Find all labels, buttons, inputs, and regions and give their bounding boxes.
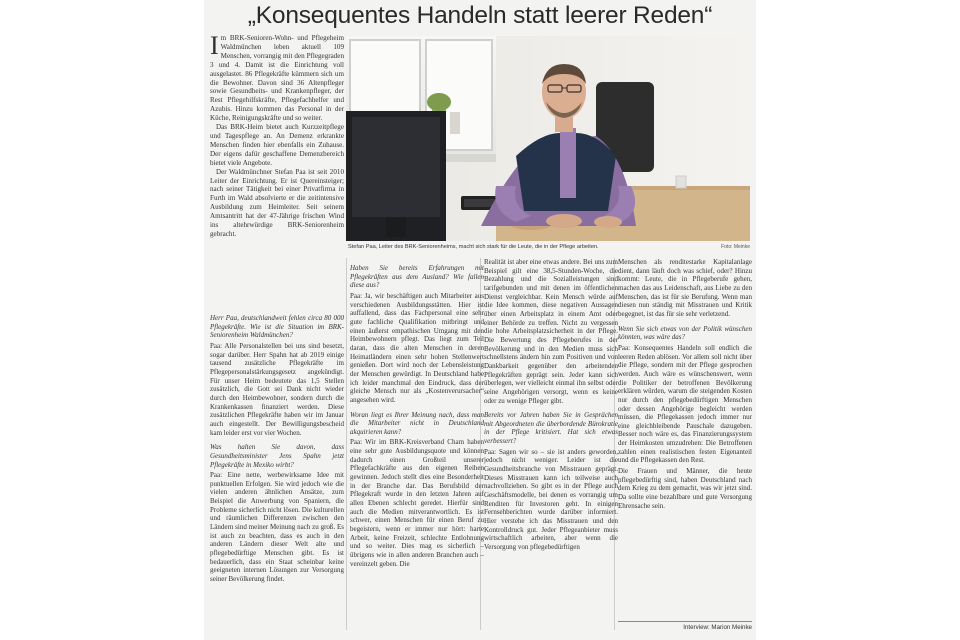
intro-text: m BRK-Senioren-Wohn- und Pflegeheim Waldmünchen leben aktuell 109 Menschen, vorrangig mit den Pflegegraden 3 und 4. Damit ist die Einrichtung voll ausgelastet. 86 Pflegekräfte kümmern sich um die Bewohner. Davon sind 36 Altenpfleger sowie Gesundheits- und Krankenpfleger, der Rest Pflegehilfskräfte, Pflegefachhelfer und Azubis. Hinzu kommen das Personal in der Küche, Reinigungskräfte und so weiter. <box>210 34 344 123</box>
article-photo <box>346 36 750 241</box>
headline: „Konsequentes Handeln statt leerer Reden“ <box>247 2 713 29</box>
interview-answer: Paa: Wir im BRK-Kreisverband Cham haben eine sehr gute Ausbildungsquote und können dadurch einen Großteil unserer Pflegefachkräfte aus den eigenen Reihen gewinnen. Jedoch stellt dies eine Besonderheit in der Branche dar. Das Berufsbild der Pflegekraft wurde in den letzten Jahren auf allen Ebenen schlecht geredet. Hierfür sind auch die Medien mitverantwortlich. Es ist schwer, einen Menschen für einen Beruf zu begeistern, wenn er immer nur hört: harte Arbeit, keine Freizeit, schlechte Entlohnung und so weiter. Dies mag es sicherlich – übrigens wie in allen anderen Branchen auch – vereinzelt geben. Die <box>350 438 484 568</box>
interview-answer: Die Frauen und Männer, die heute pflegebedürftig sind, haben Deutschland nach dem Krieg zu dem gemacht, was wir jetzt sind. Da sollte eine bezahlbare und gute Versorgung Ehrensache sein. <box>618 467 752 510</box>
interview-question: Herr Paa, deutschlandweit fehlen circa 80 000 Pflegekräfte. Wie ist die Situation im BRK-Seniorenheim Waldmünchen? <box>210 314 344 340</box>
article-column-1 <box>210 308 344 640</box>
interview-answer: Paa: Ja, wir beschäftigen auch Mitarbeiter aus verschiedenen Ausbildungsstätten. Hier ist auffallend, dass das Fachpersonal eine sehr gute fachliche Qualifikation mitbringt und einen äußerst empathischen Umgang mit den Heimbewohnern pflegt. Das liegt zum Teil daran, dass die alten Menschen in deren Heimatländern einen sehr hohen Stellenwert genießen. Dort wird noch der Lebensleistung der Menschen gewürdigt. In Deutschland habe ich leider manchmal den Eindruck, dass der gleiche Mensch nur als „Kostenverursacher“ angesehen wird. <box>350 291 484 404</box>
article-column-3 <box>484 258 618 616</box>
interview-question: Bereits vor Jahren haben Sie in Gesprächen mit Abgeordneten die überbordende Bürokratie in der Pflege kritisiert. Hat sich etwas verbessert? <box>484 411 618 446</box>
interview-answer: Paa: Alle Personalstellen bei uns sind besetzt, sogar darüber. Herr Spahn hat ab 2019 einige tausend zusätzliche Pflegekräfte im Pflegepersonalstärkungsgesetz angekündigt. Für unser Heim bedeutete das 1,5 Stellen zusätzlich, die Gott sei Dank nicht wieder durch den Heimbewohner, sondern durch die Krankenkassen finanziert werden. Diese zusätzlichen Pflegekräfte haben wir im Januar auch eingestellt. Der Bewilligungsbescheid kam leider erst vor vier Wochen. <box>210 341 344 437</box>
dropcap: I <box>210 34 219 60</box>
interview-answer: Realität ist aber eine etwas andere. Bei uns zum Beispiel gilt eine 38,5-Stunden-Woche, die Bezahlung und die Sozialleistungen sind tarifgebunden und mit denen im öffentlichen Dienst vergleichbar. Kein Mensch würde auf die Idee kommen, diese negativen Aussagen über einen Arbeitsplatz in einem Amt oder einer Behörde zu treffen. Nicht zu vergessen die hohe Arbeitsplatzsicherheit in der Pflege. Die Bewertung des Pflegeberufes in der Bevölkerung und in den Medien muss sich schnellstens ändern hin zum Positiven und von Dankbarkeit gegenüber den arbeitenden Pflegekräften geprägt sein. Jeder kann sich überlegen, wer vielleicht einmal ihn selbst oder seine Angehörigen versorgt, wenn es keine oder zu wenige Pfleger gibt. <box>484 258 618 405</box>
interview-answer: Paa: Eine nette, werbewirksame Idee mit punktuellen Erfolgen. Sie wird jedoch wie die vielen anderen ähnlichen Ansätze, zum Beispiel die Anwerbung von Spaniern, die Probleme sicherlich nicht lösen. Die kulturellen und räumlichen Differenzen zwischen den Ländern sind meiner Meinung nach zu groß. Es ist auch zu beachten, dass es auch in den anderen Ländern dieser Welt alte und pflegebedürftige Menschen gibt. Es ist bedauerlich, dass ein Staat scheinbar keine geeigneten internen Lösungen zur Versorgung seiner Bevölkerung findet. <box>210 471 344 584</box>
photo-caption <box>348 244 750 250</box>
interview-question: Wenn Sie sich etwas von der Politik wünschen könnten, was wäre das? <box>618 324 752 342</box>
interview-question: Was halten Sie davon, dass Gesundheitsminister Jens Spahn jetzt Pflegekräfte in Mexiko wirbt? <box>210 443 344 469</box>
byline: Interview: Marion Meinke <box>683 624 752 631</box>
interview-question: Haben Sie bereits Erfahrungen mit Pflegekräften aus dem Ausland? Wie fallen diese aus? <box>350 264 484 290</box>
intro-paragraph-3: Der Waldmünchner Stefan Paa ist seit 2010 Leiter der Einrichtung. Er ist Quereinsteiger; nach seiner Tätigkeit bei einer Privatfirma in Furth im Wald absolvierte er die zeitintensive Ausbildung zum Heimleiter. Seit seinem Amtsantritt hat der 47-Jährige frischen Wind ins altehrwürdige BRK-Seniorenheim gebracht. <box>210 167 344 238</box>
intro-column <box>210 34 344 304</box>
interview-answer: Menschen als renditestarke Kapitalanlage dient, dann läuft doch was schief, oder? Hinzu kommt: Leute, die in Pflegeberufe gehen, machen das aus Leidenschaft, aus Liebe zu den Menschen, das ist für sie Berufung. Wenn man diesen nun ständig mit Misstrauen und Kritik begegnet, ist das für sie sehr verletzend. <box>618 258 752 318</box>
intro-paragraph <box>210 34 344 123</box>
byline-rule <box>618 621 752 622</box>
column-divider <box>346 258 347 630</box>
photo-illustration <box>346 36 750 241</box>
article-column-4 <box>618 258 752 616</box>
newspaper-page <box>204 0 756 640</box>
article-column-2 <box>350 258 484 616</box>
caption-text: Stefan Paa, Leiter des BRK-Seniorenheims, macht sich stark für die Leute, die in der Pflege arbeiten. <box>348 244 599 250</box>
interview-question: Woran liegt es Ihrer Meinung nach, dass man die Mitarbeiter nicht in Deutschland akquirieren kann? <box>350 410 484 436</box>
photo-credit: Foto: Meinke <box>721 244 750 250</box>
interview-answer: Paa: Konsequentes Handeln soll endlich die leeren Reden ablösen. Vor allem soll nicht über die Pflege, sondern mit der Pflege gesprochen werden. Auch wäre es wünschenswert, wenn die Politiker der betroffenen Bevölkerung erklären würden, warum die steigenden Kosten nur durch den pflegebedürftigen Menschen oder dessen Angehörige begleicht werden müssen, die Pflegekassen jedoch immer nur eine gleichbleibende Pauschale dazugeben. Besser noch wäre es, das Finanzierungssystem der Heimkosten umzudrehen: Die Betroffenen zahlen einen realistischen festen Eigenanteil und die Pflegekassen den Rest. <box>618 343 752 465</box>
intro-paragraph-2: Das BRK-Heim bietet auch Kurzzeitpflege und Tagespflege an. An Demenz erkrankte Menschen finden hier ebenfalls ein Zuhause. Der eigens dafür geschaffene Demenzbereich bietet viele Angebote. <box>210 123 344 167</box>
interview-answer: Paa: Sagen wir so – sie ist anders geworden, jedoch nicht weniger. Leider ist die Gesundheitsbranche von Misstrauen geprägt. Dieses Misstrauen kann ich teilweise auch nachvollziehen. So gibt es in der Pflege auch Geschäftsmodelle, bei denen es vorrangig um Renditen für Investoren geht. In einigen Fernsehberichten wurde darüber informiert. Hier verstehe ich das Misstrauen und den Kontrolldruck gut. Jeder Pflegeanbieter muss wirtschaftlich arbeiten, aber wenn die Versorgung von pflegebedürftigen <box>484 447 618 551</box>
